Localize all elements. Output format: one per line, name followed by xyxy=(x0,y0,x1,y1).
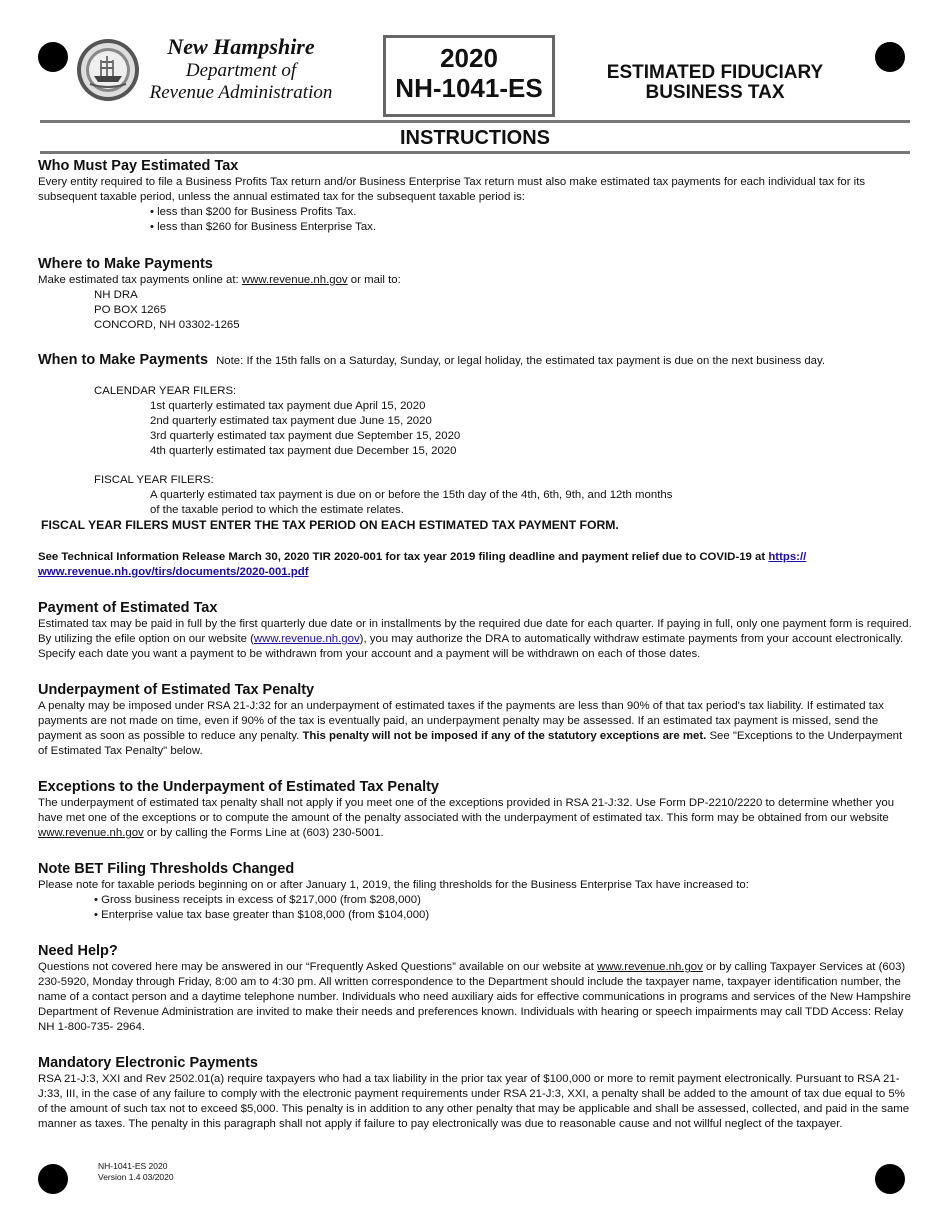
exceptions-heading: Exceptions to the Underpayment of Estimated Tax Penalty xyxy=(38,779,439,795)
registration-dot-top-left xyxy=(38,42,68,72)
address-line: NH DRA xyxy=(94,289,138,301)
website-link[interactable]: www.revenue.nh.gov xyxy=(597,961,703,973)
when-heading: When to Make Payments Note: If the 15th falls on a Saturday, Sunday, or legal holiday, the estimated tax payment is due on the next business day. xyxy=(38,352,825,368)
agency-line-1: New Hampshire xyxy=(167,34,315,59)
who-heading: Who Must Pay Estimated Tax xyxy=(38,158,239,174)
payment-heading: Payment of Estimated Tax xyxy=(38,600,218,616)
bet-heading: Note BET Filing Thresholds Changed xyxy=(38,861,295,877)
help-body: Questions not covered here may be answered in our “Frequently Asked Questions” available on our website at www.revenue.nh.gov or by calling Taxpayer Services at (603) 230-5920, Monday through Friday, 8:00 am to 4:30 pm. All written correspondence to the Department should include the taxpayer name, taxpayer identification number, the name of a contact person and a daytime telephone number. Individuals who need auxiliary aids for effective communications in programs and services of the New Hampshire Department of Revenue Administration are invited to make their needs and preferences known. Individuals with hearing or speech impairments may call TDD Access: Relay NH 1-800-735- 2964. xyxy=(38,961,911,1033)
bet-body: Please note for taxable periods beginning on or after January 1, 2019, the filing thresholds for the Business Enterprise Tax have increased to: xyxy=(38,879,749,891)
calendar-item: 2nd quarterly estimated tax payment due June 15, 2020 xyxy=(150,415,432,427)
who-bullet: • less than $200 for Business Profits Tax. xyxy=(150,206,357,218)
form-year: 2020 xyxy=(440,43,498,73)
header-rule-bottom xyxy=(40,151,910,154)
registration-dot-bottom-right xyxy=(875,1164,905,1194)
who-bullet: • less than $260 for Business Enterprise Tax. xyxy=(150,221,377,233)
agency-name xyxy=(138,34,344,104)
when-note: Note: If the 15th falls on a Saturday, Sunday, or legal holiday, the estimated tax payment is due on the next business day. xyxy=(216,355,825,367)
instructions-body xyxy=(38,157,914,1132)
mandatory-heading: Mandatory Electronic Payments xyxy=(38,1055,258,1071)
calendar-item: 1st quarterly estimated tax payment due April 15, 2020 xyxy=(150,400,426,412)
instructions-title: INSTRUCTIONS xyxy=(400,127,550,149)
where-intro: Make estimated tax payments online at: www.revenue.nh.gov or mail to: xyxy=(38,274,401,286)
tir-link[interactable]: https:// xyxy=(768,551,807,563)
calendar-item: 3rd quarterly estimated tax payment due September 15, 2020 xyxy=(150,430,461,442)
registration-dot-top-right xyxy=(875,42,905,72)
where-heading: Where to Make Payments xyxy=(38,256,213,272)
website-link[interactable]: www.revenue.nh.gov xyxy=(38,827,144,839)
website-link[interactable]: www.revenue.nh.gov xyxy=(241,274,348,286)
mandatory-body: RSA 21-J:3, XXI and Rev 2502.01(a) require taxpayers who had a tax liability in the prior tax year of $100,000 or more to remit payment electronically. Pursuant to RSA 21-J:33, III, in the case of any failure to comply with the electronic payment requirements under RSA 21-J:3, XXI, a penalty shall be added to the amount of tax due equal to 5% of the amount of such tax not to exceed $5,000. This penalty is in addition to any other penalty that may be applicable and shall be assessed, collected, and paid in the same manner as taxes. The penalty in this paragraph shall not apply if failure to pay electronically was due to reasonable cause and not willful neglect of the taxpayer. xyxy=(38,1073,910,1130)
state-seal-icon xyxy=(76,38,140,102)
bet-bullet: • Enterprise value tax base greater than $108,000 (from $104,000) xyxy=(94,909,430,921)
tax-title-line-2: BUSINESS TAX xyxy=(645,82,785,103)
form-id: NH-1041-ES xyxy=(395,73,543,103)
footer-line-2: Version 1.4 03/2020 xyxy=(98,1172,174,1182)
website-link[interactable]: www.revenue.nh.gov xyxy=(253,633,360,645)
calendar-item: 4th quarterly estimated tax payment due December 15, 2020 xyxy=(150,445,457,457)
form-footer xyxy=(98,1161,174,1183)
payment-body: Estimated tax may be paid in full by the first quarterly due date or in installments by the required due date for each quarter. If paying in full, only one payment form is required. By utilizing the efile option on our website (www.revenue.nh.gov), you may authorize the DRA to automatically withdraw estimate payments from your account electronically. Specify each date you want a payment to be withdrawn from your account and a payment will be withdrawn on each of those dates. xyxy=(38,618,912,660)
header-rule-top xyxy=(40,120,910,123)
underpayment-body: A penalty may be imposed under RSA 21-J:32 for an underpayment of estimated taxes if the payments are less than 90% of that tax period's tax liability. If estimated tax payments are not made on time, even if 90% of the tax is eventually paid, an underpayment penalty may be assessed. If an estimated tax payment is missed, send the payment as soon as possible to reduce any penalty. This penalty will not be imposed if any of the statutory exceptions are met. See "Exceptions to the Underpayment of Estimated Tax Penalty" below. xyxy=(38,700,903,757)
registration-dot-bottom-left xyxy=(38,1164,68,1194)
help-heading: Need Help? xyxy=(38,943,118,959)
tir-notice: See Technical Information Release March 30, 2020 TIR 2020-001 for tax year 2019 filing deadline and payment relief due to COVID-19 at https:// www.revenue.nh.gov/tirs/documents/2020-001.pdf xyxy=(38,551,807,578)
form-id-box xyxy=(383,35,555,117)
fiscal-item: of the taxable period to which the estimate relates. xyxy=(150,504,404,516)
fiscal-warning: FISCAL YEAR FILERS MUST ENTER THE TAX PERIOD ON EACH ESTIMATED TAX PAYMENT FORM. xyxy=(41,518,619,532)
address-line: CONCORD, NH 03302-1265 xyxy=(94,319,240,331)
who-body: Every entity required to file a Business Profits Tax return and/or Business Enterprise Tax return must also make estimated tax payments for each individual tax for its subsequent taxable period, unless the annual estimated tax for the subsequent taxable period is: xyxy=(38,176,866,203)
footer-line-1: NH-1041-ES 2020 xyxy=(98,1161,168,1171)
fiscal-item: A quarterly estimated tax payment is due on or before the 15th day of the 4th, 6th, 9th, and 12th months xyxy=(150,489,673,501)
calendar-label: CALENDAR YEAR FILERS: xyxy=(94,385,237,397)
underpayment-heading: Underpayment of Estimated Tax Penalty xyxy=(38,682,315,698)
fiscal-label: FISCAL YEAR FILERS: xyxy=(94,474,214,486)
agency-line-3: Revenue Administration xyxy=(149,82,333,103)
tax-title xyxy=(575,63,855,103)
tir-link[interactable]: www.revenue.nh.gov/tirs/documents/2020-001.pdf xyxy=(38,566,309,578)
bet-bullet: • Gross business receipts in excess of $217,000 (from $208,000) xyxy=(94,894,421,906)
agency-line-2: Department of xyxy=(185,60,297,81)
address-line: PO BOX 1265 xyxy=(94,304,167,316)
tax-title-line-1: ESTIMATED FIDUCIARY xyxy=(606,62,824,83)
exceptions-body: The underpayment of estimated tax penalty shall not apply if you meet one of the exceptions provided in RSA 21-J:32. Use Form DP-2210/2220 to determine whether you have met one of the exceptions or to compute the amount of the penalty associated with the underpayment of estimated tax. This form may be obtained from our website www.revenue.nh.gov or by calling the Forms Line at (603) 230-5001. xyxy=(38,797,895,839)
